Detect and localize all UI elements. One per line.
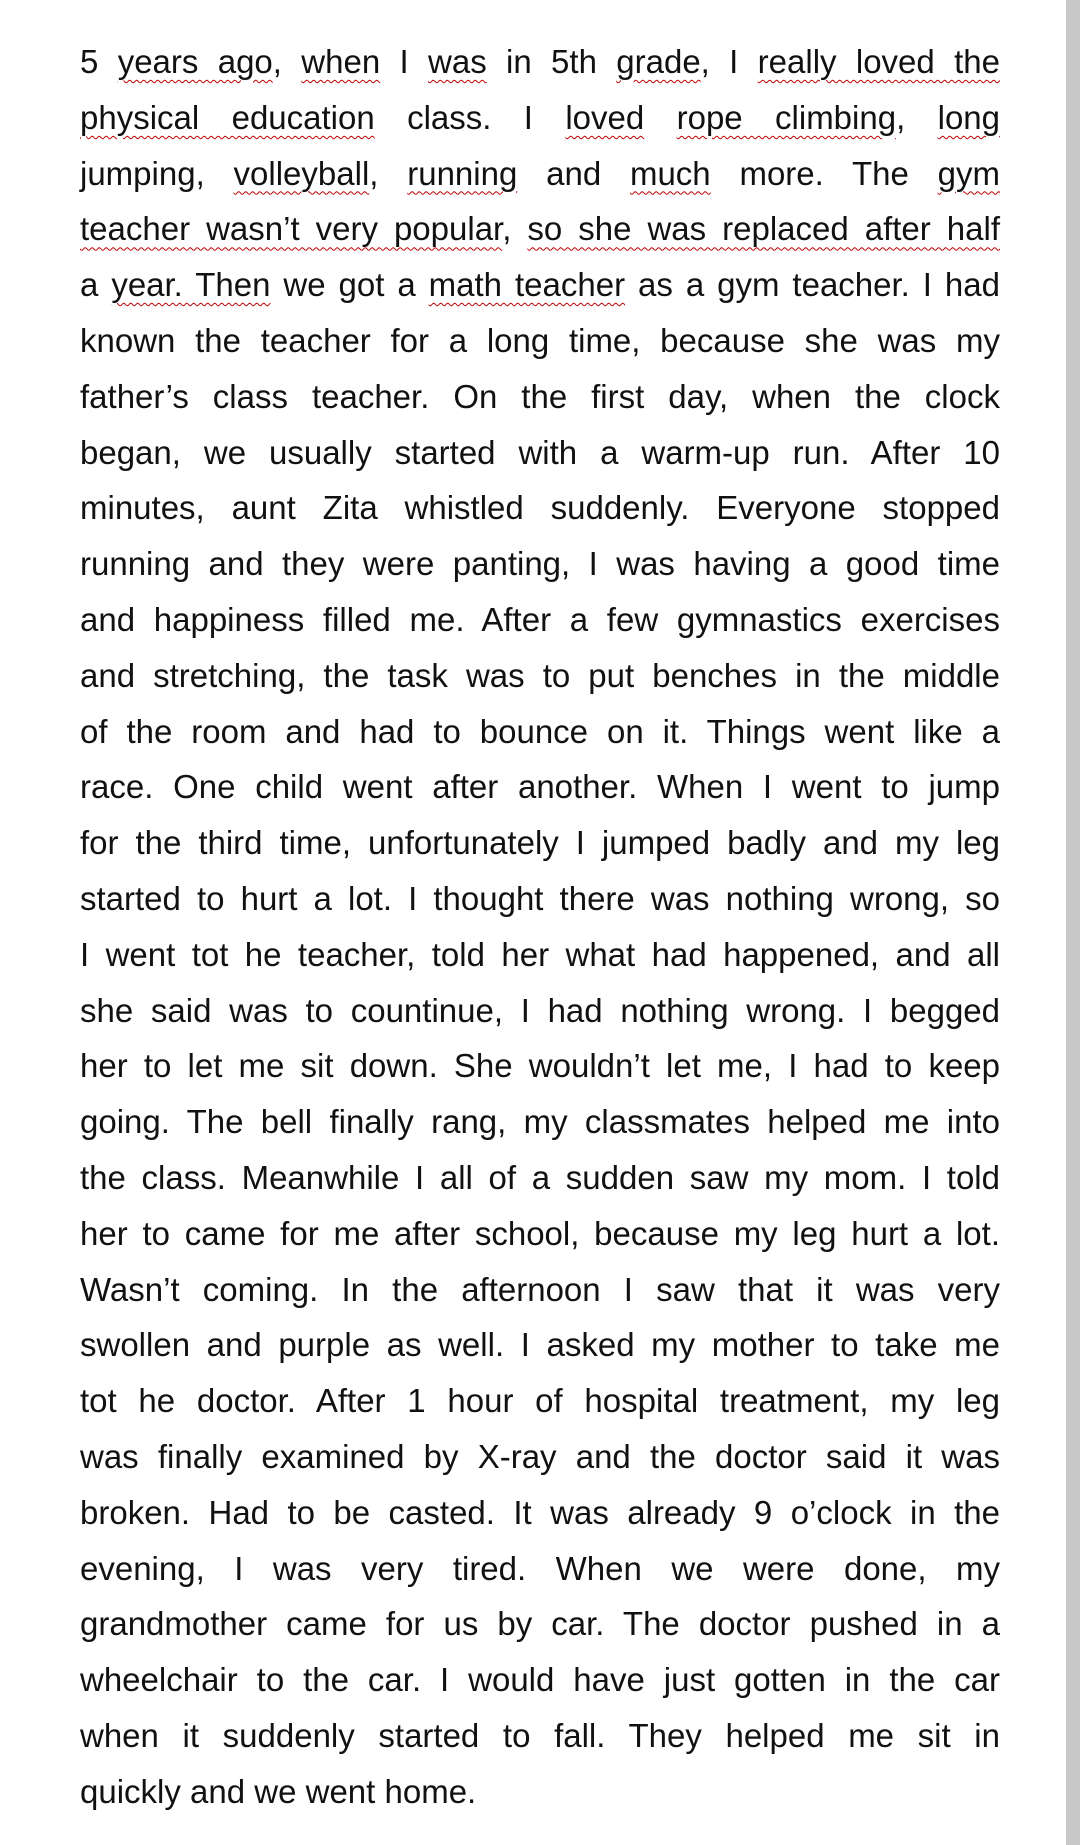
text-run: quickly and we went home. (80, 1772, 477, 1810)
text-run: I went tot he teacher, told her what had happened, and all (80, 935, 1000, 973)
text-line (80, 871, 1000, 927)
text-line (80, 146, 1000, 202)
text-run: more. The (710, 154, 938, 192)
text-run: swollen and purple as well. I asked my mother to take me (80, 1326, 1000, 1364)
document-body (80, 34, 1000, 1820)
text-line (80, 1596, 1000, 1652)
text-line (80, 1262, 1000, 1318)
text-line (80, 1317, 1000, 1373)
text-run: race. One child went after another. When I went to jump (80, 768, 1000, 806)
spellcheck-flagged-text: math teacher (428, 266, 626, 304)
text-line (80, 759, 1000, 815)
text-line (80, 1150, 1000, 1206)
text-line (80, 425, 1000, 481)
text-line (80, 1206, 1000, 1262)
text-line (80, 313, 1000, 369)
spellcheck-flagged-text: physical education (80, 98, 375, 136)
text-line (80, 592, 1000, 648)
text-run: running and they were panting, I was having a good time (80, 545, 1000, 583)
spellcheck-flagged-text: gym (937, 154, 1000, 192)
text-run: going. The bell finally rang, my classmates helped me into (80, 1103, 1000, 1141)
text-run: , (272, 43, 302, 80)
spellcheck-flagged-text: much (629, 154, 711, 192)
spellcheck-flagged-text: teacher wasn’t very popular (80, 210, 503, 248)
text-run: as a gym teacher. I had (625, 266, 1000, 304)
text-run: , (502, 210, 528, 248)
spellcheck-flagged-text: running (407, 154, 518, 192)
text-run (644, 99, 676, 136)
text-run: wheelchair to the car. I would have just gotten in the car (80, 1661, 1000, 1699)
text-line (80, 536, 1000, 592)
text-run: tot he doctor. After 1 hour of hospital treatment, my leg (80, 1382, 1000, 1420)
text-line (80, 648, 1000, 704)
text-line (80, 704, 1000, 760)
text-run: minutes, aunt Zita whistled suddenly. Everyone stopped (80, 489, 1000, 527)
text-line (80, 201, 1000, 257)
text-line (80, 1541, 1000, 1597)
text-run: I (380, 43, 429, 80)
spellcheck-flagged-text: was (428, 43, 487, 80)
spellcheck-flagged-text: volleyball (233, 154, 370, 192)
text-line (80, 1429, 1000, 1485)
text-run: known the teacher for a long time, because she was my (80, 321, 1000, 359)
text-run: her to came for me after school, because my leg hurt a lot. (80, 1214, 1000, 1252)
text-run: and happiness filled me. After a few gymnastics exercises (80, 600, 1000, 638)
text-run: , (896, 98, 938, 136)
text-line (80, 257, 1000, 313)
spellcheck-flagged-text: years ago (117, 43, 273, 80)
text-run: in 5th (486, 43, 617, 80)
text-line (80, 815, 1000, 871)
text-line (80, 1708, 1000, 1764)
text-run: and (517, 154, 630, 192)
spellcheck-flagged-text: loved (565, 98, 645, 136)
text-run: , I (700, 43, 758, 80)
text-run: 5 (80, 43, 118, 80)
text-line (80, 1764, 1000, 1820)
spellcheck-flagged-text: year. Then (111, 266, 271, 304)
text-run: was finally examined by X-ray and the doctor said it was (80, 1437, 1000, 1475)
text-run: evening, I was very tired. When we were done, my (80, 1549, 1000, 1587)
text-line (80, 1038, 1000, 1094)
text-line (80, 1373, 1000, 1429)
text-line (80, 983, 1000, 1039)
text-run: , (369, 154, 408, 192)
text-run: for the third time, unfortunately I jumped badly and my leg (80, 824, 1000, 862)
spellcheck-flagged-text: grade (616, 43, 701, 80)
text-line (80, 480, 1000, 536)
text-run: of the room and had to bounce on it. Things went like a (80, 712, 1000, 750)
text-run: she said was to countinue, I had nothing wrong. I begged (80, 991, 1000, 1029)
spellcheck-flagged-text: when (301, 43, 381, 80)
text-line (80, 34, 1000, 90)
spellcheck-flagged-text: rope climbing (676, 98, 897, 136)
text-run: jumping, (80, 154, 234, 192)
text-run: started to hurt a lot. I thought there was nothing wrong, so (80, 879, 1000, 917)
text-run: grandmother came for us by car. The doctor pushed in a (80, 1605, 1000, 1643)
spellcheck-flagged-text: really loved the (757, 43, 1000, 80)
text-line (80, 369, 1000, 425)
text-run: Wasn’t coming. In the afternoon I saw that it was very (80, 1270, 1000, 1308)
text-run: her to let me sit down. She wouldn’t let me, I had to keep (80, 1047, 1000, 1085)
text-line (80, 927, 1000, 983)
text-run: a (80, 266, 112, 304)
page-edge-scrollbar[interactable] (1066, 0, 1080, 1845)
text-run: began, we usually started with a warm-up run. After 10 (80, 433, 1000, 471)
spellcheck-flagged-text: so she was replaced after half (527, 210, 1000, 248)
text-run: when it suddenly started to fall. They helped me sit in (80, 1716, 1000, 1754)
text-run: the class. Meanwhile I all of a sudden saw my mom. I told (80, 1158, 1000, 1196)
text-line (80, 1652, 1000, 1708)
text-run: father’s class teacher. On the first day, when the clock (80, 377, 1000, 415)
text-line (80, 1485, 1000, 1541)
text-run: broken. Had to be casted. It was already 9 o’clock in the (80, 1493, 1000, 1531)
text-run: and stretching, the task was to put benches in the middle (80, 656, 1000, 694)
text-line (80, 1094, 1000, 1150)
spellcheck-flagged-text: long (937, 98, 1001, 136)
text-run: class. I (374, 98, 566, 136)
text-line (80, 90, 1000, 146)
text-run: we got a (270, 266, 429, 304)
